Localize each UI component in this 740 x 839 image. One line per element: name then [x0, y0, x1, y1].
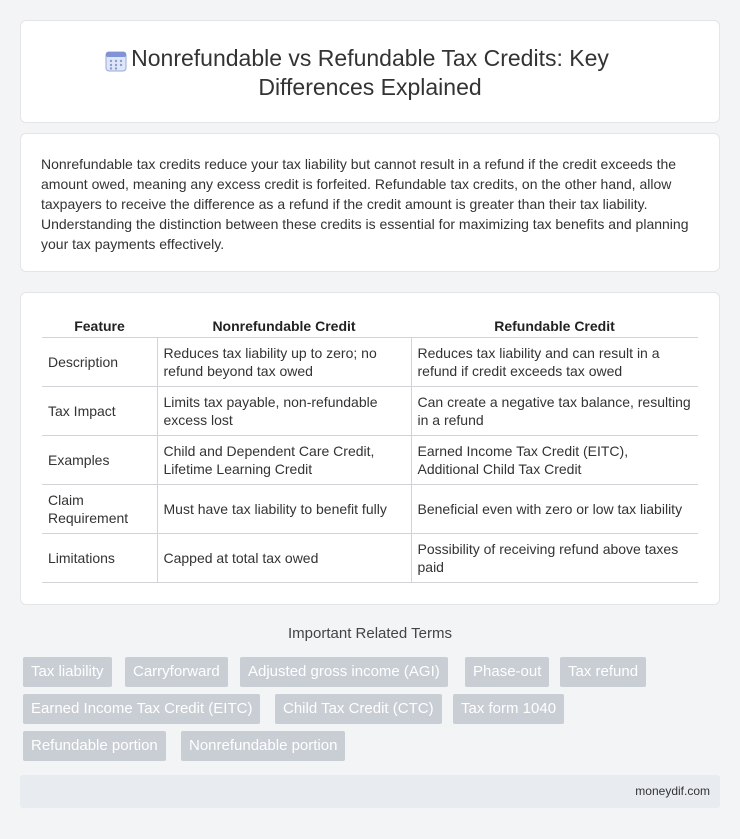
- feature-cell: Limitations: [42, 533, 157, 582]
- feature-cell: Tax Impact: [42, 386, 157, 435]
- refundable-cell: Can create a negative tax balance, resulting in a refund: [411, 386, 698, 435]
- tag-refundable-portion[interactable]: Refundable portion: [23, 731, 166, 761]
- feature-cell: Claim Requirement: [42, 484, 157, 533]
- refundable-cell: Earned Income Tax Credit (EITC), Additional Child Tax Credit: [411, 435, 698, 484]
- footer-site-link[interactable]: moneydif.com: [635, 784, 710, 798]
- tag-eitc[interactable]: Earned Income Tax Credit (EITC): [23, 694, 260, 724]
- feature-cell: Description: [42, 337, 157, 386]
- tag-carryforward[interactable]: Carryforward: [125, 657, 228, 687]
- tag-ctc[interactable]: Child Tax Credit (CTC): [275, 694, 442, 724]
- title-card: [20, 20, 720, 123]
- tag-tax-liability[interactable]: Tax liability: [23, 657, 112, 687]
- related-terms-heading: Important Related Terms: [288, 625, 452, 642]
- table-row: [42, 337, 698, 386]
- comparison-table: [42, 316, 698, 583]
- table-row: [42, 386, 698, 435]
- refundable-cell: Possibility of receiving refund above taxes paid: [411, 533, 698, 582]
- table-row: [42, 533, 698, 582]
- tag-form-1040[interactable]: Tax form 1040: [453, 694, 564, 724]
- tag-nonrefundable-portion[interactable]: Nonrefundable portion: [181, 731, 345, 761]
- nonrefundable-cell: Limits tax payable, non-refundable excess lost: [157, 386, 411, 435]
- column-header-feature: Feature: [42, 316, 157, 337]
- comparison-table-card: [20, 292, 720, 605]
- table-header-row: [42, 316, 698, 337]
- table-row: [42, 435, 698, 484]
- refundable-cell: Reduces tax liability and can result in a refund if credit exceeds tax owed: [411, 337, 698, 386]
- table-row: [42, 484, 698, 533]
- nonrefundable-cell: Child and Dependent Care Credit, Lifetime Learning Credit: [157, 435, 411, 484]
- intro-card: [20, 133, 720, 272]
- column-header-refundable: Refundable Credit: [411, 316, 698, 337]
- intro-paragraph: Nonrefundable tax credits reduce your tax liability but cannot result in a refund if the credit exceeds the amount owed, meaning any excess credit is forfeited. Refundable tax credits, on the other hand, allow taxpayers to receive the difference as a refund if the credit amount is greater than their tax liability. Understanding the distinction between these credits is essential for maximizing tax benefits and planning your tax payments effectively.: [41, 156, 689, 252]
- feature-cell: Examples: [42, 435, 157, 484]
- nonrefundable-cell: Reduces tax liability up to zero; no refund beyond tax owed: [157, 337, 411, 386]
- column-header-nonrefundable: Nonrefundable Credit: [157, 316, 411, 337]
- nonrefundable-cell: Must have tax liability to benefit fully: [157, 484, 411, 533]
- page-title: Nonrefundable vs Refundable Tax Credits: Key Differences Explained: [131, 45, 609, 100]
- refundable-cell: Beneficial even with zero or low tax liability: [411, 484, 698, 533]
- tag-agi[interactable]: Adjusted gross income (AGI): [240, 657, 448, 687]
- tag-tax-refund[interactable]: Tax refund: [560, 657, 646, 687]
- footer: [20, 775, 720, 808]
- nonrefundable-cell: Capped at total tax owed: [157, 533, 411, 582]
- tag-phase-out[interactable]: Phase-out: [465, 657, 549, 687]
